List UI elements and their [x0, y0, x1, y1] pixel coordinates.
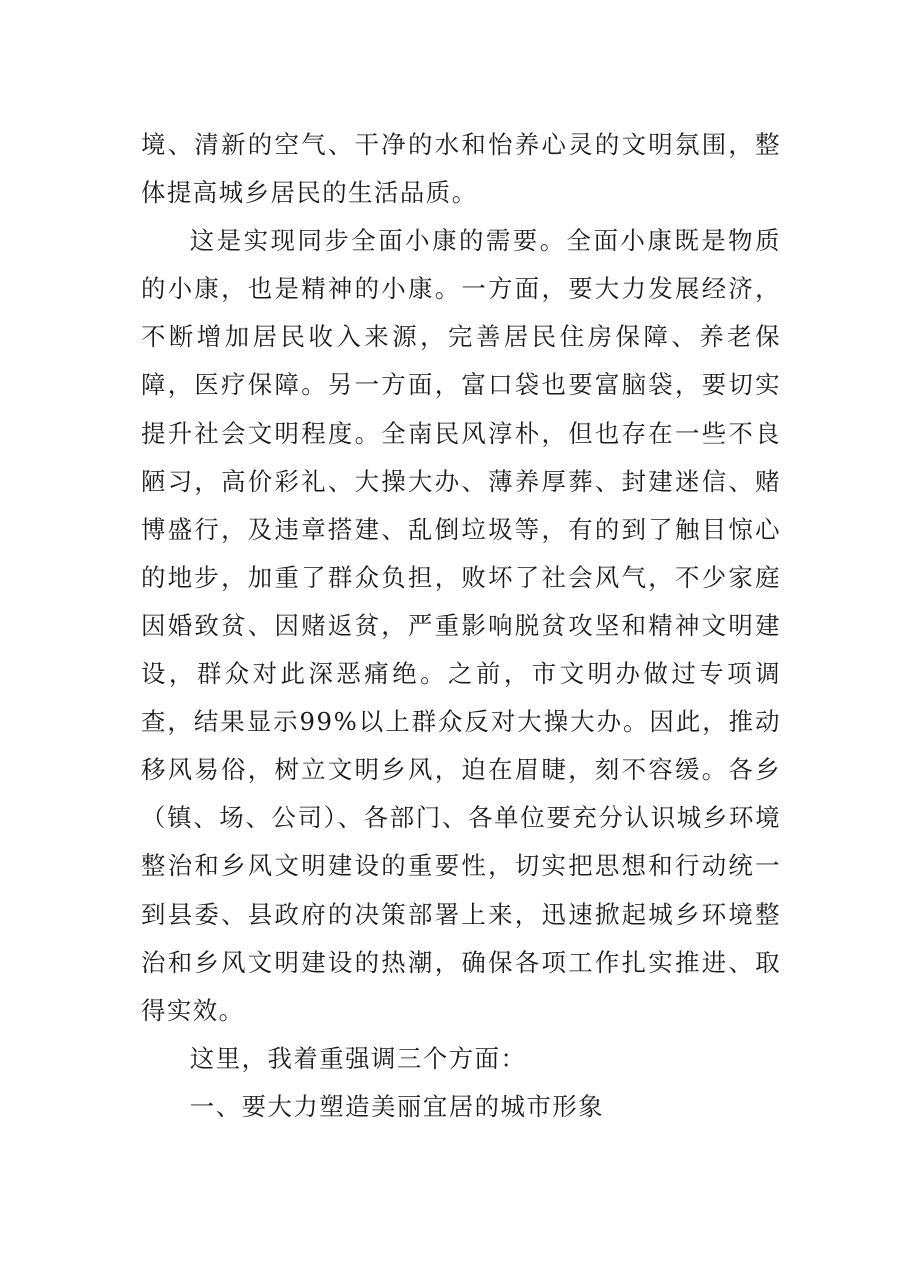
paragraph-three-aspects: 这里，我着重强调三个方面：	[189, 1043, 527, 1073]
paragraph-xiaokang: 这是实现同步全面小康的需要。全面小康既是物质的小康，也是精神的小康。一方面，要大力发展经济，不断增加居民收入来源，完善居民住房保障、养老保障，医疗保障。另一方面，富口袋也要富脑袋，要切实提升社会文明程度。全南民风淳朴，但也存在一些不良陋习，高价彩礼、大操大办、薄养厚葬、封建迷信、赌博盛行，及违章搭建、乱倒垃圾等，有的到了触目惊心的地步，加重了群众负担，败坏了社会风气，不少家庭因婚致贫、因赌返贫，严重影响脱贫攻坚和精神文明建设，群众对此深恶痛绝。之前，市文明办做过专项调查，结果显示99%以上群众反对大操大办。因此，推动移风易俗，树立文明乡风，迫在眉睫，刻不容缓。各乡（镇、场、公司）、各部门、各单位要充分认识城乡环境整治和乡风文明建设的重要性，切实把思想和行动统一到县委、县政府的决策部署上来，迅速掀起城乡环境整治和乡风文明建设的热潮，确保各项工作扎实推进、取得实效。	[141, 226, 781, 1025]
document-body	[141, 121, 781, 1131]
paragraph-continuation: 境、清新的空气、干净的水和怡养心灵的文明氛围，整体提高城乡居民的生活品质。	[141, 130, 781, 208]
section-heading-one: 一、要大力塑造美丽宜居的城市形象	[189, 1091, 605, 1121]
